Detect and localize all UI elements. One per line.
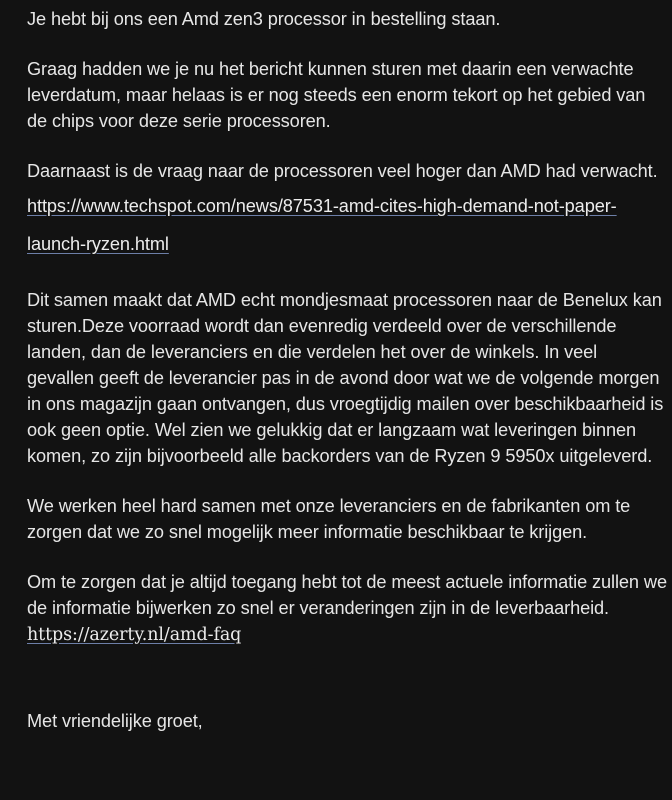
supply-paragraph: Dit samen maakt dat AMD echt mondjesmaat processoren naar de Benelux kan sturen.Deze voorraad wordt dan evenredig verdeeld over de verschillende landen, dan de leveranciers en die verdelen het over de winkels. In veel gevallen geeft de leverancier pas in de avond door wat we de volgende morgen in ons magazijn gaan ontvangen, dus vroegtijdig mailen over beschikbaarheid is ook geen optie. Wel zien we gelukkig dat er langzaam wat leveringen binnen komen, zo zijn bijvoorbeeld alle backorders van de Ryzen 9 5950x uitgeleverd. [27,290,664,466]
info-text: Om te zorgen dat je altijd toegang hebt tot de meest actuele informatie zullen we de informatie bijwerken zo snel er veranderingen zijn in de leverbaarheid. [27,572,667,618]
info-paragraph [27,569,667,648]
email-body [27,6,667,734]
delivery-paragraph: Graag hadden we je nu het bericht kunnen sturen met daarin een verwachte leverdatum, maar helaas is er nog steeds een enorm tekort op het gebied van de chips voor deze serie processoren. [27,59,646,131]
techspot-link[interactable]: https://www.techspot.com/news/87531-amd-cites-high-demand-not-paper-launch-ryzen.html [27,196,617,254]
faq-link[interactable]: https://azerty.nl/amd-faq [27,625,242,645]
demand-paragraph: Daarnaast is de vraag naar de processoren veel hoger dan AMD had verwacht. [27,161,658,181]
signoff: Met vriendelijke groet, [27,711,203,731]
cooperation-paragraph: We werken heel hard samen met onze leveranciers en de fabrikanten om te zorgen dat we zo snel mogelijk meer informatie beschikbaar te krijgen. [27,496,631,542]
order-notice: Je hebt bij ons een Amd zen3 processor in bestelling staan. [27,9,501,29]
techspot-link-block [27,187,667,263]
